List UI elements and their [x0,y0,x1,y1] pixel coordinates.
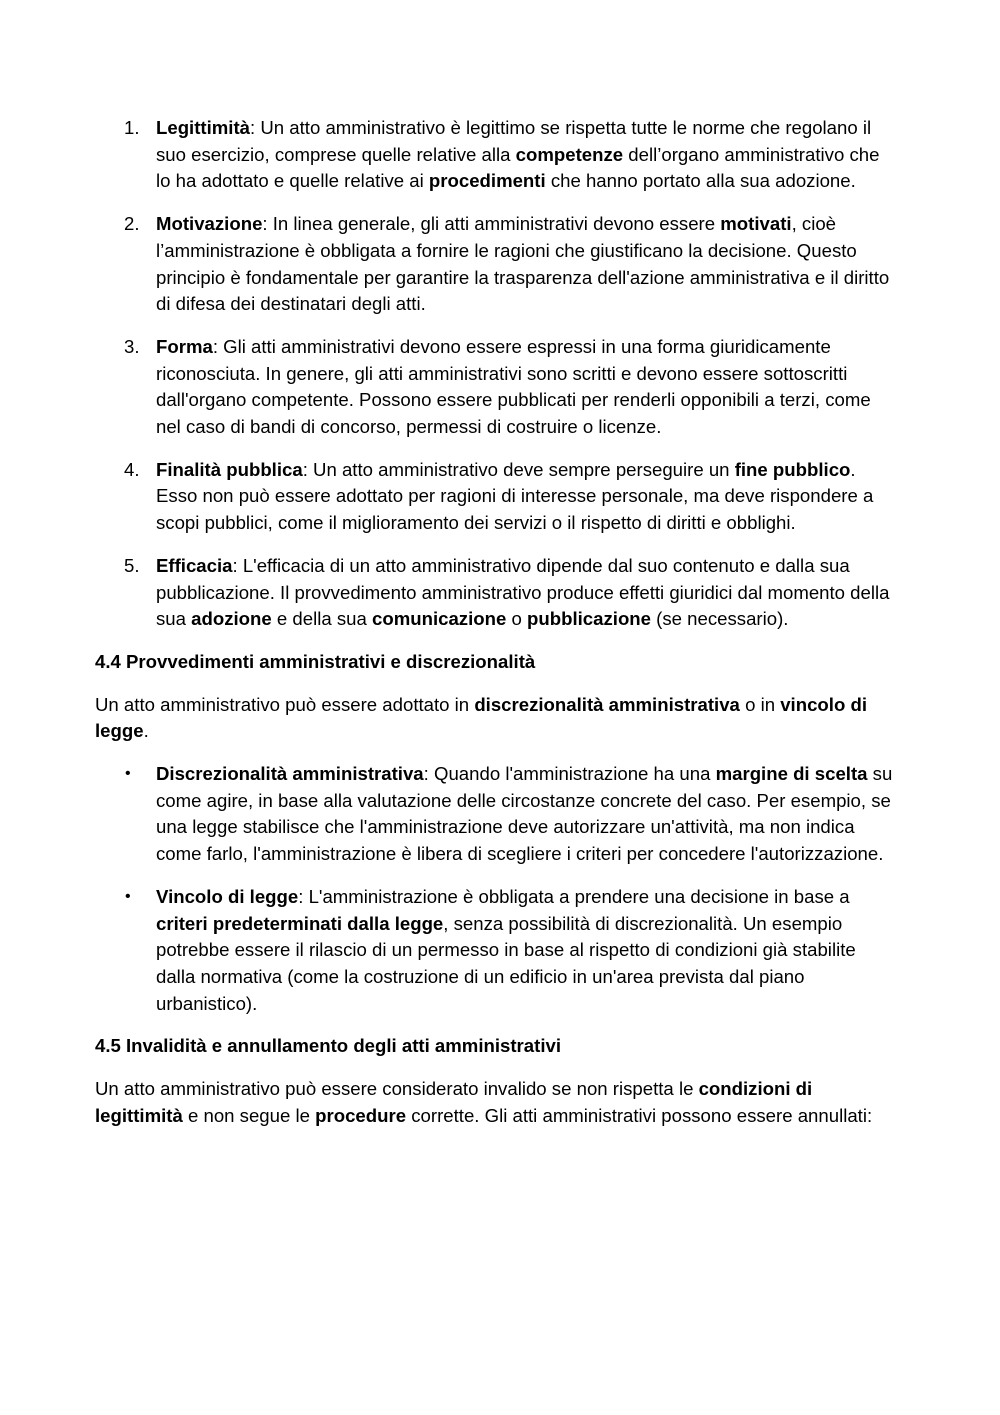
list-number: 1. [124,117,140,138]
list-number: 3. [124,335,140,357]
list-number: 2. [124,213,140,235]
bullet-list [95,761,895,1017]
list-item-text [156,457,895,537]
bold-text-run: margine di scelta [715,763,868,785]
text-run: dell’organo amministrativo che lo ha adottato e quelle relative ai [156,143,880,192]
text-run: , senza possibilità di discrezionalità. Un esempio potrebbe essere il rilascio di un permesso in base al rispetto di condizioni già stabilite dalla normativa (come la costruzione di un edificio in un'area prevista dal piano urbanistico). [156,912,856,1014]
bold-text-run: comunicazione [372,608,507,630]
section-4-5-intro [95,1076,895,1129]
list-item-text [156,115,895,195]
bullet-marker: • [125,887,131,905]
text-run: . Esso non può essere adottato per ragioni di interesse personale, ma deve rispondere a scopi pubblici, come il miglioramento dei servizi o il rispetto di diritti e obblighi. [156,458,874,534]
list-item-text [156,884,895,1018]
text-run: e non segue le [182,1104,316,1126]
bold-text-run: vincolo di legge [95,693,867,742]
text-run: : L'efficacia di un atto amministrativo dipende dal suo contenuto e dalla sua pubblicazione. Il provvedimento amministrativo produce effetti giuridici dal momento della sua [156,554,890,630]
text-run: su come agire, in base alla valutazione delle circostanze concrete del caso. Per esempio, se una legge stabilisce che l'amministrazione deve autorizzare un'attività, ma non indica come farlo, l'amministrazione è libera di scegliere i criteri per concedere l'autorizzazione. [156,763,893,865]
list-item [95,115,895,195]
text-run: : Un atto amministrativo deve sempre perseguire un [302,458,735,480]
text-run: : L'amministrazione è obbligata a prendere una decisione in base a [298,885,850,907]
list-item-text [156,761,895,868]
bold-text-run: Finalità pubblica [156,458,303,480]
bold-text-run: condizioni di legittimità [95,1078,813,1126]
list-item [95,761,895,868]
text-run: e della sua [271,608,373,630]
list-number: 5. [124,554,140,576]
bold-text-run: criteri predeterminati dalla legge [156,912,444,934]
bold-text-run: pubblicazione [527,608,651,630]
bold-text-run: Forma [156,335,213,357]
list-number: 4. [124,458,140,480]
text-run: : In linea generale, gli atti amministrativi devono essere [262,213,721,235]
list-item [95,553,895,633]
bold-text-run: Discrezionalità amministrativa [156,763,424,785]
text-run: : Gli atti amministrativi devono essere espressi in una forma giuridicamente riconosciuta. In genere, gli atti amministrativi sono scritti e devono essere sottoscritti dall'organo competente. Possono essere pubblicati per renderli opponibili a terzi, come nel caso di bandi di concorso, permessi di costruire o licenze. [156,335,871,438]
bold-text-run: competenze [515,143,624,165]
text-run: o in [739,693,781,715]
section-heading-4-5: 4.5 Invalidità e annullamento degli atti amministrativi [95,1035,561,1057]
text-run: : Quando l'amministrazione ha una [423,763,716,785]
list-item-text [156,553,895,633]
bold-text-run: motivati [720,213,792,235]
bold-text-run: Efficacia [156,554,233,576]
text-run: che hanno portato alla sua adozione. [545,170,856,192]
text-run: corrette. Gli atti amministrativi possono essere annullati: [406,1104,873,1126]
bold-text-run: procedure [315,1104,407,1126]
list-item [95,457,895,537]
list-item [95,211,895,318]
list-item [95,334,895,441]
section-heading-4-4: 4.4 Provvedimenti amministrativi e discrezionalità [95,650,536,672]
bold-text-run: adozione [191,608,272,630]
text-run: , cioè l’amministrazione è obbligata a fornire le ragioni che giustificano la decisione. Questo principio è fondamentale per garantire la trasparenza dell'azione amministrativa e il diritto di difesa dei destinatari degli atti. [156,213,890,315]
text-run: Un atto amministrativo può essere adottato in [95,693,475,715]
text-run: : Un atto amministrativo è legittimo se rispetta tutte le norme che regolano il suo esercizio, comprese quelle relative alla [156,117,872,165]
numbered-list [95,115,895,633]
list-item [95,884,895,1018]
text-run: . [143,720,149,742]
bold-text-run: discrezionalità amministrativa [474,693,740,715]
bold-text-run: procedimenti [428,170,546,192]
bold-text-run: Motivazione [156,213,263,235]
document-page [95,115,895,1146]
bold-text-run: fine pubblico [734,458,851,480]
list-item-text [156,211,895,318]
bold-text-run: Vincolo di legge [156,885,299,907]
section-4-4-intro [95,692,895,745]
text-run: o [506,608,528,630]
list-item-text [156,334,895,441]
bullet-marker: • [125,765,131,783]
bold-text-run: Legittimità [156,117,251,138]
text-run: (se necessario). [651,608,789,630]
text-run: Un atto amministrativo può essere considerato invalido se non rispetta le [95,1078,699,1100]
